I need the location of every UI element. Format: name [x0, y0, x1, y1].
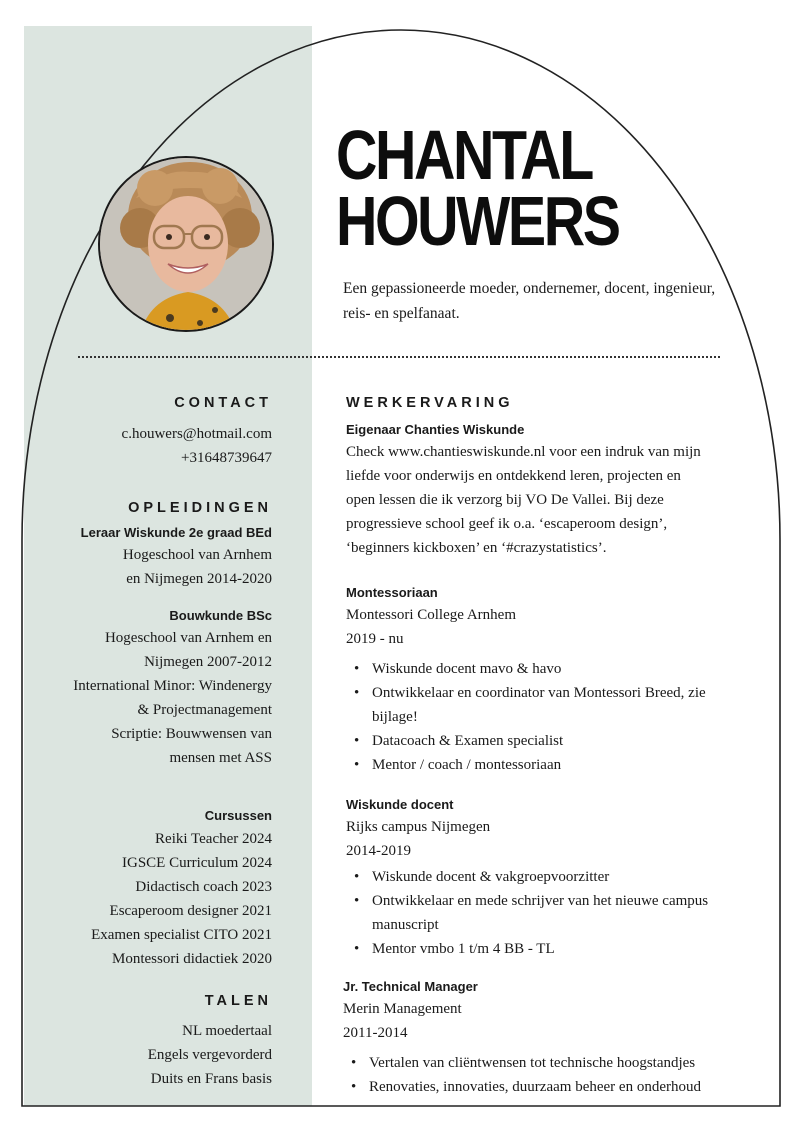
degree-2-title: Bouwkunde BSc — [169, 608, 272, 623]
bullet-item: • Ontwikkelaar en mede schrijver van het nieuwe campus manuscript — [346, 889, 712, 937]
candidate-name — [336, 116, 619, 260]
contact-title: CONTACT — [174, 395, 272, 411]
course-item: Escaperoom designer 2021 — [109, 903, 272, 919]
job-3 — [346, 797, 736, 961]
bullet-item: • Datacoach & Examen specialist — [346, 729, 736, 753]
course-item: Examen specialist CITO 2021 — [91, 927, 272, 943]
job-1-title: Eigenaar Chanties Wiskunde — [346, 422, 525, 437]
degree-2-line: Hogeschool van Arnhem en — [104, 630, 272, 646]
bullet-item: • Vertalen van cliëntwensen tot technische hoogstandjes — [343, 1051, 733, 1075]
job-1-line: open lessen die ik verzorg bij VO De Vallei. Bij deze — [346, 492, 664, 508]
job-4-org: Merin Management — [343, 1001, 462, 1017]
language-item: Engels vergevorderd — [147, 1047, 272, 1063]
degree-2-line: International Minor: Windenergy — [73, 678, 272, 694]
contact-section — [40, 395, 272, 470]
degree-2-line: & Projectmanagement — [137, 702, 272, 718]
degree-1-title: Leraar Wiskunde 2e graad BEd — [80, 525, 272, 540]
dotted-divider — [78, 356, 720, 358]
job-4-period: 2011-2014 — [343, 1025, 408, 1041]
job-3-period: 2014-2019 — [346, 843, 411, 859]
degree-2-line: mensen met ASS — [169, 750, 272, 766]
languages-section — [40, 993, 272, 1091]
degree-2-line: Nijmegen 2007-2012 — [144, 654, 272, 670]
email-text: c.houwers@hotmail.com — [121, 426, 272, 442]
bullet-item: • Ontwikkelaar en coordinator van Montessori Breed, zie bijlage! — [346, 681, 722, 729]
degree-2-line: Scriptie: Bouwwensen van — [111, 726, 272, 742]
experience-title: WERKERVARING — [346, 395, 514, 411]
job-2 — [346, 585, 736, 777]
bullet-item: • Mentor vmbo 1 t/m 4 BB - TL — [346, 937, 736, 961]
job-1 — [346, 422, 736, 560]
bullet-item: • Wiskunde docent mavo & havo — [346, 657, 736, 681]
job-3-title: Wiskunde docent — [346, 797, 454, 812]
languages-title: TALEN — [204, 993, 272, 1009]
job-1-line: ‘beginners kickboxen’ en ‘#crazystatistics’. — [346, 540, 607, 556]
profile-photo — [98, 156, 274, 332]
job-1-line: progressieve school geef ik o.a. ‘escaperoom design’, — [346, 516, 668, 532]
job-1-line: liefde voor onderwijs en ontdekkend leren, projecten en — [346, 468, 681, 484]
bullet-item: • Mentor / coach / montessoriaan — [346, 753, 736, 777]
job-4-title: Jr. Technical Manager — [343, 979, 478, 994]
job-3-org: Rijks campus Nijmegen — [346, 819, 491, 835]
course-item: Didactisch coach 2023 — [135, 879, 272, 895]
job-2-bullets — [346, 657, 736, 777]
courses-section — [40, 808, 272, 971]
experience-section — [346, 395, 736, 560]
job-4 — [343, 979, 733, 1099]
course-item: IGSCE Curriculum 2024 — [122, 855, 272, 871]
course-item: Montessori didactiek 2020 — [112, 951, 272, 967]
job-3-bullets — [346, 865, 736, 961]
job-2-period: 2019 - nu — [346, 631, 404, 647]
phone-text: +31648739647 — [181, 450, 272, 466]
job-2-title: Montessoriaan — [346, 585, 438, 600]
course-item: Reiki Teacher 2024 — [155, 831, 272, 847]
job-2-org: Montessori College Arnhem — [346, 607, 516, 623]
name-line-2: HOUWERS — [336, 182, 619, 260]
education-section — [40, 500, 272, 770]
degree-1-line: en Nijmegen 2014-2020 — [126, 571, 272, 587]
bullet-item: • Renovaties, innovaties, duurzaam beheer en onderhoud — [343, 1075, 733, 1099]
tagline: Een gepassioneerde moeder, ondernemer, docent, ingenieur, reis- en spelfanaat. — [343, 280, 716, 322]
education-title: OPLEIDINGEN — [128, 500, 272, 516]
name-line-1: CHANTAL — [336, 116, 592, 194]
language-item: Duits en Frans basis — [150, 1071, 272, 1087]
bullet-item: • Wiskunde docent & vakgroepvoorzitter — [346, 865, 736, 889]
job-4-bullets — [343, 1051, 733, 1099]
degree-1-line: Hogeschool van Arnhem — [122, 547, 272, 563]
courses-title: Cursussen — [204, 808, 272, 823]
job-1-line: Check www.chantieswiskunde.nl voor een indruk van mijn — [346, 444, 701, 460]
language-item: NL moedertaal — [182, 1023, 272, 1039]
